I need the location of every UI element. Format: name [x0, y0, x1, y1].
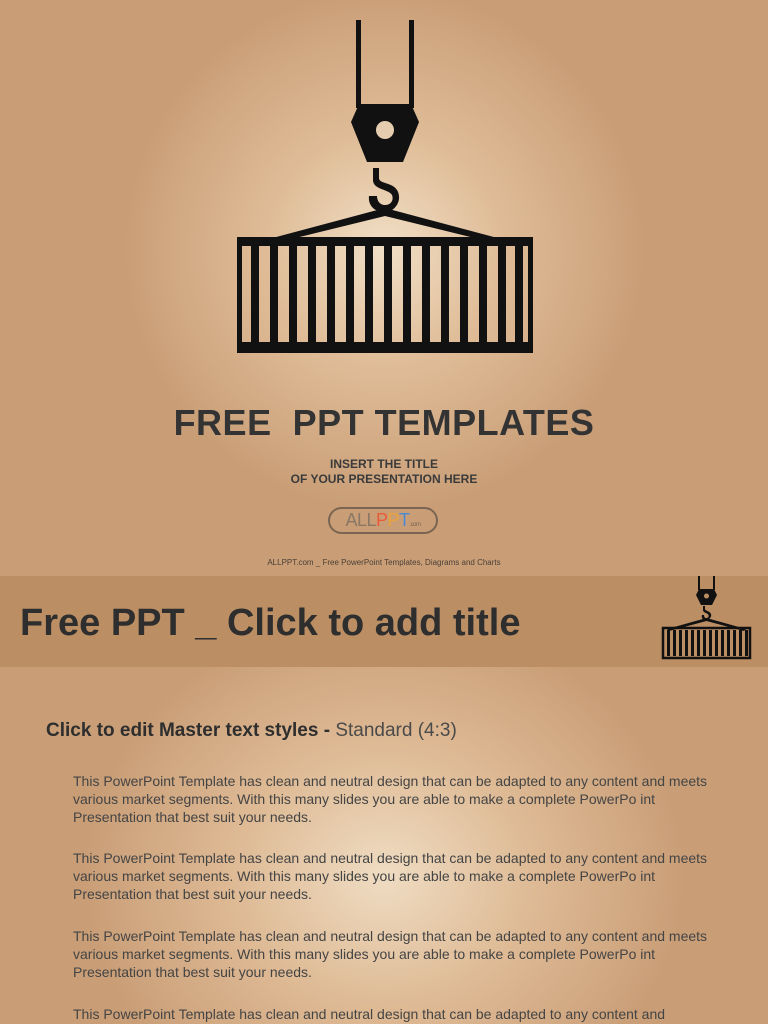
subtitle-line-1: INSERT THE TITLE: [330, 457, 438, 471]
body-paragraph[interactable]: This PowerPoint Template has clean and neutral design that can be adapted to any content and meets various market segments. With this many slides you are able to make a complete PowerPo int Presentation that best suit your needs.: [73, 850, 708, 902]
body-paragraph[interactable]: This PowerPoint Template has clean and neutral design that can be adapted to any content and meets various market segments. With this many slides you are able to make a complete PowerPo int Presentation that best suit your needs.: [73, 928, 708, 980]
slide-subtitle[interactable]: [0, 457, 768, 487]
crane-hook-container-icon: [237, 20, 533, 354]
content-slide: [0, 576, 768, 1024]
heading-standard: Standard (4:3): [335, 720, 457, 741]
allppt-logo: [328, 507, 438, 534]
body-paragraph[interactable]: This PowerPoint Template has clean and neutral design that can be adapted to any content and: [73, 1006, 666, 1022]
logo-p2: P: [387, 510, 400, 530]
title-band: [0, 576, 768, 667]
heading-bold: Click to edit Master text styles -: [46, 720, 336, 741]
body-paragraph[interactable]: This PowerPoint Template has clean and neutral design that can be adapted to any content and meets various market segments. With this many slides you are able to make a complete PowerPo int Presentation that best suit your needs.: [73, 773, 708, 825]
master-text-heading[interactable]: [46, 720, 457, 742]
crane-hook-container-icon: [661, 576, 752, 660]
slide-title[interactable]: FREE PPT TEMPLATES: [173, 402, 595, 443]
logo-com: .com: [409, 522, 421, 528]
slide-footer: ALLPPT.com _ Free PowerPoint Templates, Diagrams and Charts: [267, 558, 501, 567]
logo-p1: P: [375, 510, 388, 530]
slide-title[interactable]: Free PPT _ Click to add title: [20, 602, 521, 644]
logo-all: ALL: [345, 510, 376, 530]
subtitle-line-2: OF YOUR PRESENTATION HERE: [290, 472, 478, 486]
logo-t: T: [399, 510, 410, 530]
